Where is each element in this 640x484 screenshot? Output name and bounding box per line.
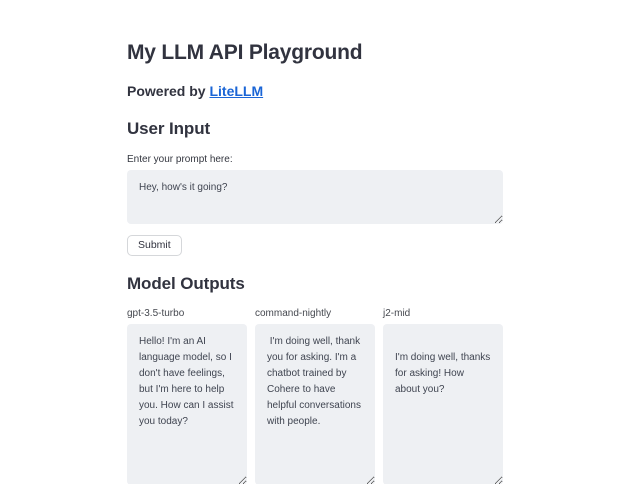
model-outputs-row — [127, 324, 503, 484]
model-label-gpt-3-5-turbo: gpt-3.5-turbo — [127, 308, 185, 319]
powered-by-text: Powered by — [127, 83, 210, 99]
model-label-command-nightly: command-nightly — [255, 308, 332, 319]
main-content — [127, 40, 503, 484]
output-textarea-gpt-3-5-turbo[interactable] — [127, 324, 247, 484]
prompt-textarea[interactable] — [127, 170, 503, 224]
model-label-j2-mid: j2-mid — [383, 308, 411, 319]
submit-button[interactable]: Submit — [127, 235, 182, 256]
powered-by — [127, 82, 503, 100]
model-labels-row — [127, 307, 503, 320]
output-textarea-j2-mid[interactable] — [383, 324, 503, 484]
litellm-link[interactable]: LiteLLM — [209, 83, 264, 99]
page-title: My LLM API Playground — [127, 41, 363, 64]
output-textarea-command-nightly[interactable] — [255, 324, 375, 484]
model-outputs-heading: Model Outputs — [127, 274, 245, 293]
prompt-label: Enter your prompt here: — [127, 154, 233, 165]
user-input-heading: User Input — [127, 119, 211, 138]
